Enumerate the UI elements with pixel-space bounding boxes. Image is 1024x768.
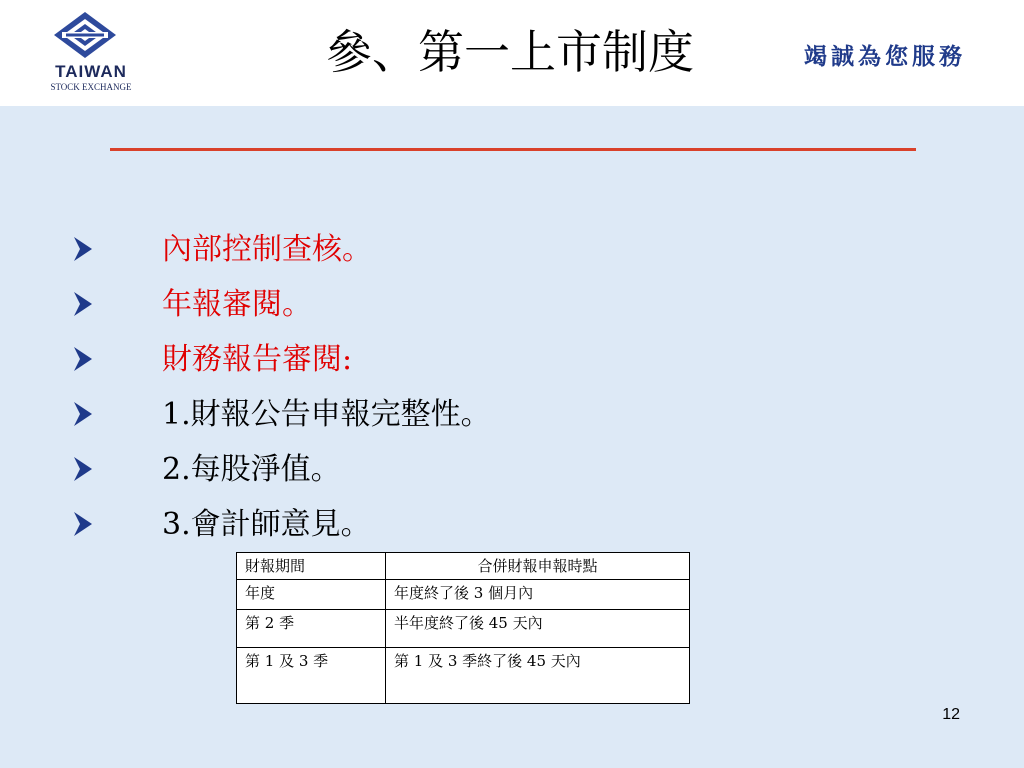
- bullet-item: [72, 332, 872, 387]
- bullet-item: [72, 497, 872, 552]
- arrowhead-bullet-icon: [72, 400, 94, 428]
- table-cell: 第 2 季: [237, 610, 386, 648]
- bullet-item: [72, 277, 872, 332]
- table-cell: 年度終了後 3 個月內: [386, 580, 690, 610]
- bullet-item: [72, 387, 872, 442]
- arrowhead-bullet-icon: [72, 290, 94, 318]
- table-row: [237, 648, 690, 704]
- table-header-cell: 合併財報申報時點: [386, 553, 690, 580]
- bullet-item: [72, 222, 872, 277]
- slide-header: [0, 0, 1024, 106]
- slide-title: 參、第一上市制度: [326, 25, 694, 79]
- exchange-emblem-icon: [52, 10, 118, 60]
- title-divider: [110, 148, 916, 151]
- table-cell: 年度: [237, 580, 386, 610]
- bullet-text: 年報審閱。: [162, 287, 312, 322]
- arrowhead-bullet-icon: [72, 455, 94, 483]
- table-header-row: [237, 553, 690, 580]
- bullet-text: 財務報告審閱:: [162, 342, 353, 377]
- page-number: 12: [942, 706, 960, 723]
- service-slogan: 竭誠為您服務: [804, 43, 966, 70]
- table-cell: 第 1 及 3 季: [237, 648, 386, 704]
- logo-subtitle: STOCK EXCHANGE: [50, 82, 132, 92]
- bullet-text: 2.每股淨值。: [162, 452, 341, 487]
- bullet-text: 1.財報公告申報完整性。: [162, 397, 491, 432]
- arrowhead-bullet-icon: [72, 510, 94, 538]
- bullet-text: 3.會計師意見。: [162, 507, 371, 542]
- bullet-text: 內部控制查核。: [162, 232, 372, 267]
- bullet-item: [72, 442, 872, 497]
- table-cell: 半年度終了後 45 天內: [386, 610, 690, 648]
- arrowhead-bullet-icon: [72, 235, 94, 263]
- arrowhead-bullet-icon: [72, 345, 94, 373]
- taiwan-stock-exchange-logo: [30, 10, 140, 96]
- table-header-cell: 財報期間: [237, 553, 386, 580]
- logo-wordmark: TAIWAN: [55, 62, 127, 81]
- bullet-list: [72, 222, 872, 552]
- table-row: [237, 580, 690, 610]
- table-row: [237, 610, 690, 648]
- table-cell: 第 1 及 3 季終了後 45 天內: [386, 648, 690, 704]
- filing-deadline-table: [236, 552, 690, 704]
